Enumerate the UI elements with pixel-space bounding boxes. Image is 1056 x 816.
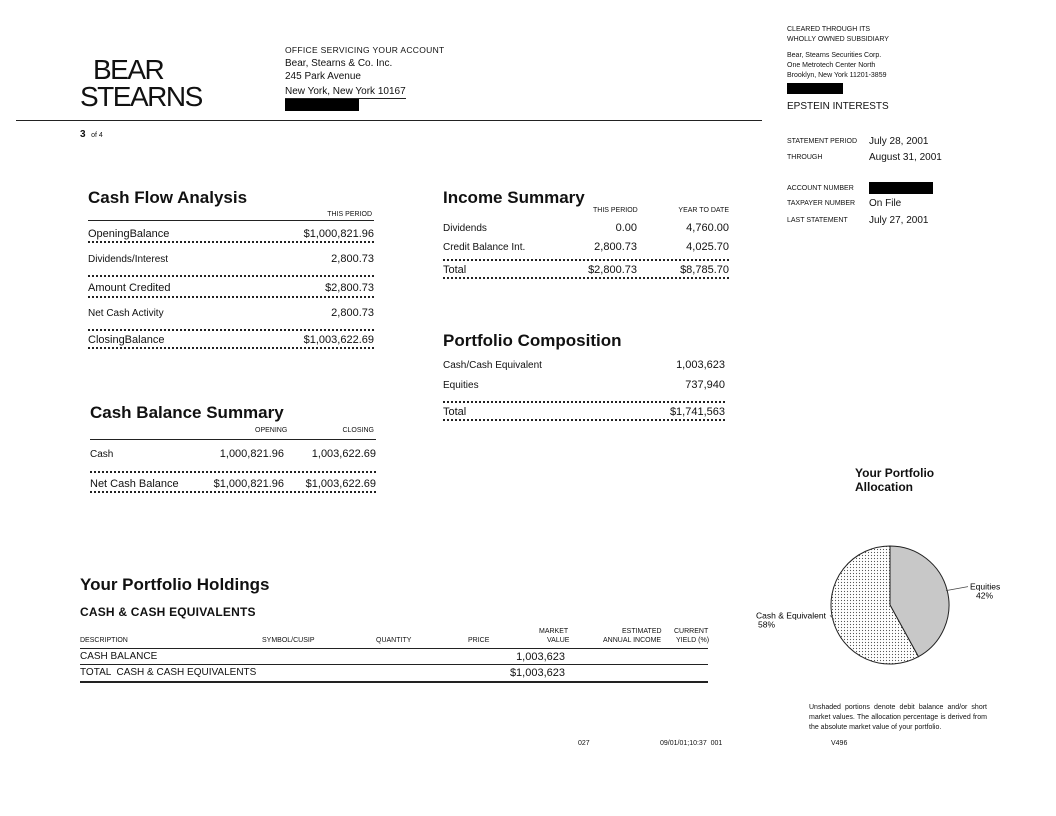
composition-row: Equities 737,940 [443, 379, 725, 391]
header-rule [16, 120, 762, 121]
cash-balance-row: Cash 1,000,821.96 1,003,622.69 [90, 448, 376, 460]
redacted-block [787, 83, 843, 94]
holdings-title: Your Portfolio Holdings [80, 575, 270, 594]
composition-title: Portfolio Composition [443, 331, 622, 350]
cash-flow-row: Net Cash Activity 2,800.73 [88, 307, 374, 319]
cash-flow-analysis: Cash Flow Analysis THIS PERIOD OpeningBalance $1,000,821.96 Dividends/Interest 2,800.73 Amount Credited $2,800.73 Net Cash Activity 2,800.73 ClosingBalance $1,003,622.69 [88, 188, 374, 349]
office-address: OFFICE SERVICING YOUR ACCOUNT Bear, Stearns & Co. Inc. 245 Park Avenue New York, New York 10167 [285, 44, 445, 111]
footer-code-3: V496 [831, 740, 848, 747]
cash-flow-row: OpeningBalance $1,000,821.96 [88, 228, 374, 240]
cash-balance-row: Net Cash Balance $1,000,821.96 $1,003,622.69 [90, 478, 376, 490]
holdings-row: CASH BALANCE 1,003,623 [80, 651, 708, 665]
income-total-row: Total $2,800.73 $8,785.70 [443, 264, 729, 276]
redacted-account-number [869, 182, 933, 194]
holdings-header: DESCRIPTION SYMBOL/CUSIP QUANTITY PRICE MARKET VALUE ESTIMATED ANNUAL INCOME CURRENT YIELD (%) [80, 628, 708, 649]
allocation-title: Your Portfolio Allocation [855, 466, 935, 494]
redacted-block [285, 99, 359, 111]
pie-label-equities: Equities [970, 581, 1001, 592]
holdings-subtitle: CASH & CASH EQUIVALENTS [80, 605, 256, 619]
composition-row: Cash/Cash Equivalent 1,003,623 [443, 359, 725, 371]
cash-flow-row: Dividends/Interest 2,800.73 [88, 253, 374, 265]
income-summary: Income Summary THIS PERIOD YEAR TO DATE Dividends 0.00 4,760.00 Credit Balance Int. 2,800.73 4,025.70 Total $2,800.73 $8,785.70 [443, 188, 729, 279]
page-number: 3 of 4 [80, 129, 103, 140]
holdings-total-row: TOTAL CASH & CASH EQUIVALENTS $1,003,623 [80, 667, 708, 683]
pie-label-cash-equivalent: Cash & Equivalent [756, 610, 826, 621]
income-row: Credit Balance Int. 2,800.73 4,025.70 [443, 241, 729, 253]
footer-code-2: 09/01/01;10:37 001 [660, 740, 723, 747]
income-title: Income Summary [443, 188, 585, 207]
allocation-note: Unshaded portions denote debit balance and/or short market values. The allocation percentage is derived from the absolute market value of your portfolio. [809, 704, 987, 731]
cash-balance-title: Cash Balance Summary [90, 403, 284, 422]
pie-value-equities: 42% [976, 590, 994, 601]
cash-flow-title: Cash Flow Analysis [88, 188, 248, 207]
cash-balance-summary: Cash Balance Summary OPENING CLOSING Cash 1,000,821.96 1,003,622.69 Net Cash Balance $1,000,821.96 $1,003,622.69 [90, 403, 376, 493]
clearing-info: CLEARED THROUGH ITS WHOLLY OWNED SUBSIDIARY Bear, Stearns Securities Corp. One Metrotech Center North Brooklyn, New York 11201-3859 [787, 25, 889, 94]
pie-leader-line [946, 587, 968, 591]
portfolio-composition [443, 331, 725, 421]
client-name: EPSTEIN INTERESTS [787, 101, 889, 112]
portfolio-holdings [80, 575, 708, 619]
composition-total-row: Total $1,741,563 [443, 406, 725, 418]
income-row: Dividends 0.00 4,760.00 [443, 222, 729, 234]
cash-flow-row: ClosingBalance $1,003,622.69 [88, 334, 374, 346]
pie-value-cash-equivalent: 58% [758, 619, 776, 630]
cash-flow-row: Amount Credited $2,800.73 [88, 282, 374, 294]
footer-code-1: 027 [578, 740, 590, 747]
allocation-pie-chart [750, 545, 1001, 685]
bear-stearns-logo: BEAR STEARNS [80, 54, 202, 112]
